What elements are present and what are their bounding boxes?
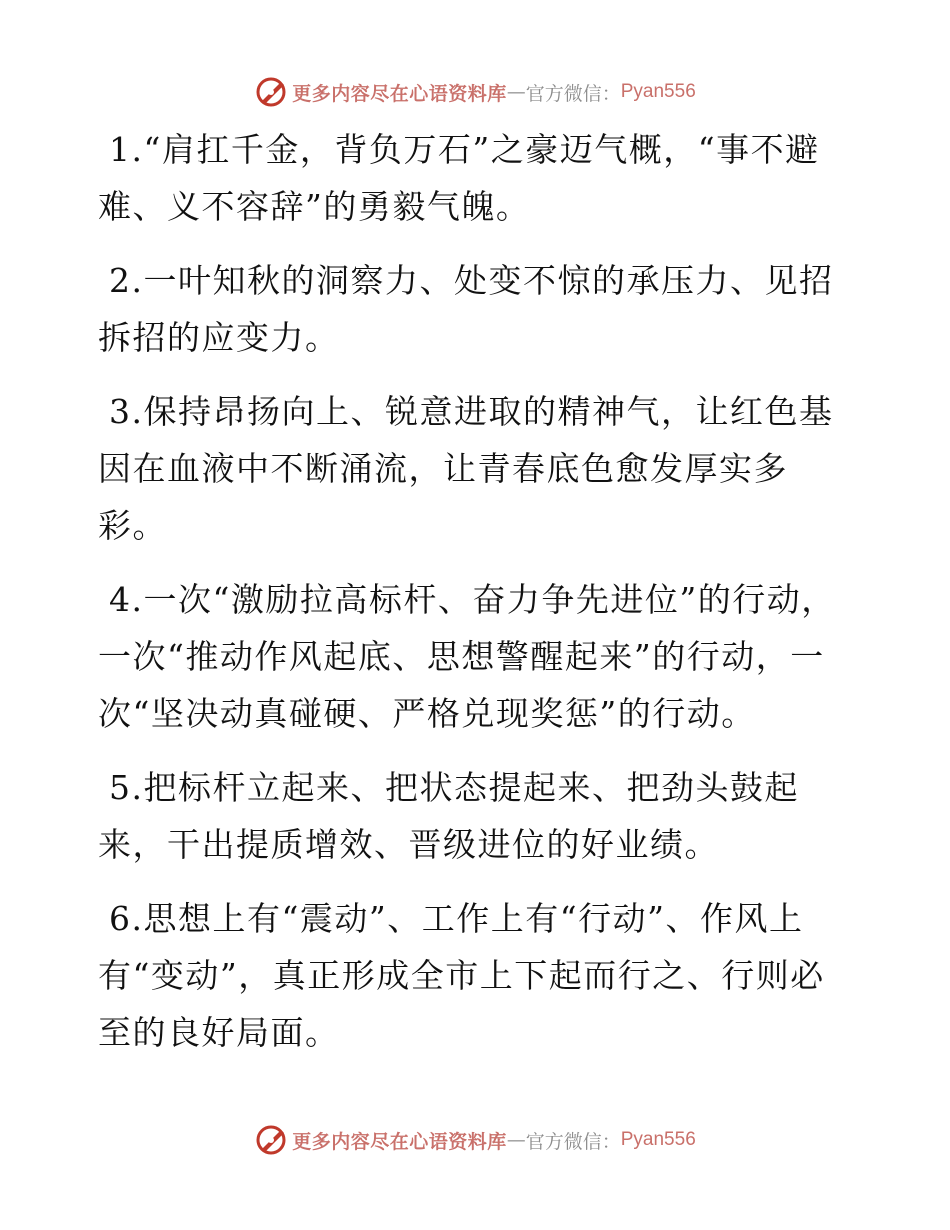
list-item: 6.思想上有“震动”、工作上有“行动”、作风上有“变动”，真正形成全市上下起而行之、行则必至的良好局面。 [98,899,825,1052]
list-item: 2.一叶知秋的洞察力、处变不惊的承压力、见招拆招的应变力。 [98,261,834,357]
banner-separator: — [506,1129,526,1151]
banner-title: 更多内容尽在心语资料库 [292,1130,507,1153]
banner-separator: — [506,81,526,103]
list-item: 3.保持昂扬向上、锐意进取的精神气，让红色基因在血液中不断涌流，让青春底色愈发厚实多彩。 [98,392,834,545]
list-item: 4.一次“激励拉高标杆、奋力争先进位”的行动，一次“推动作风起底、思想警醒起来”的行动，一次“坚决动真碰硬、严格兑现奖惩”的行动。 [98,580,836,733]
logo-icon [254,75,288,109]
footer-banner [0,1120,950,1160]
banner-contact-label: 官方微信： [525,82,621,105]
banner-contact-label: 官方微信： [525,1130,621,1153]
logo-icon [254,1123,288,1157]
list-item: 1.“肩扛千金，背负万石”之豪迈气概，“事不避难、义不容辞”的勇毅气魄。 [98,130,820,226]
banner-wechat-id: Pyan556 [620,81,696,102]
banner-title: 更多内容尽在心语资料库 [292,82,507,105]
banner-wechat-id: Pyan556 [620,1129,696,1150]
list-item: 5.把标杆立起来、把状态提起来、把劲头鼓起来，干出提质增效、晋级进位的好业绩。 [98,768,799,864]
header-banner [0,72,950,112]
document-body [98,121,848,1078]
